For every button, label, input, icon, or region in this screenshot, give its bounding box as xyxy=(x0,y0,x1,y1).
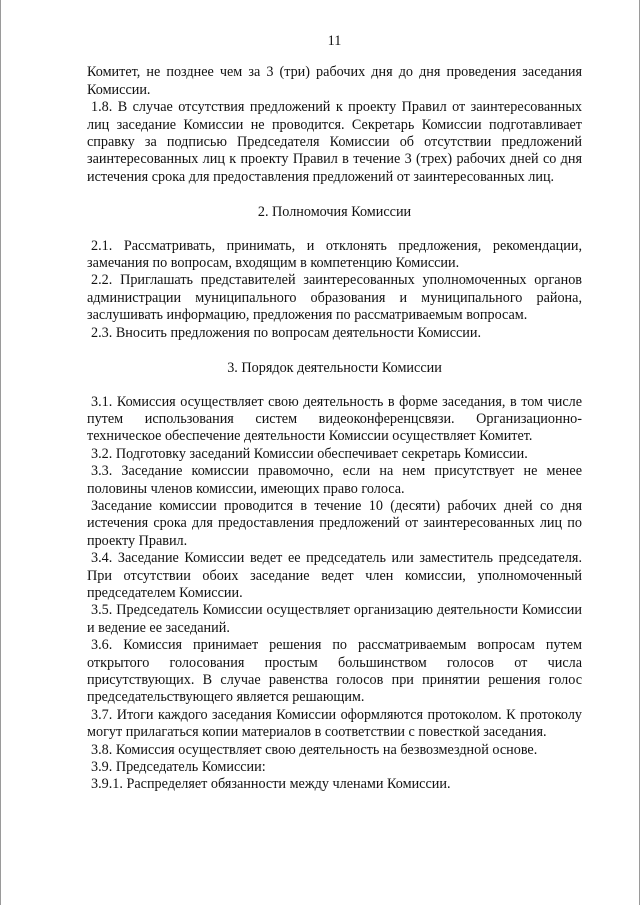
paragraph: 3.3. Заседание комиссии правомочно, если на нем присутствует не менее половины членов комиссии, имеющих право голоса. xyxy=(87,463,582,497)
paragraph: 3.6. Комиссия принимает решения по рассматриваемым вопросам путем открытого голосования простым большинством голосов от числа присутствующих. В случае равенства голосов при принятии решения голос председательствующего является решающим. xyxy=(87,637,582,706)
paragraph: 3.9. Председатель Комиссии: xyxy=(91,759,266,776)
paragraph: 3.7. Итоги каждого заседания Комиссии оформляются протоколом. К протоколу могут прилагаться копии материалов в соответствии с повесткой заседания. xyxy=(87,706,582,741)
paragraph: 2.3. Вносить предложения по вопросам деятельности Комиссии. xyxy=(91,324,482,341)
paragraph: 2.1. Рассматривать, принимать, и отклонять предложения, рекомендации, замечания по вопросам, входящим в компетенцию Комиссии. xyxy=(87,237,582,272)
paragraph: 3.5. Председатель Комиссии осуществляет организацию деятельности Комиссии и ведение ее заседаний. xyxy=(87,602,582,636)
paragraph: 3.8. Комиссия осуществляет свою деятельность на безвозмездной основе. xyxy=(91,741,538,758)
paragraph: 3.1. Комиссия осуществляет свою деятельность в форме заседания, в том числе путем использования систем видеоконференцсвязи. Организационно-техническое обеспечение деятельности Комиссии осуществляет Комитет. xyxy=(87,393,582,445)
paragraph: 3.4. Заседание Комиссии ведет ее председатель или заместитель председателя. При отсутствии обоих заседание ведет член комиссии, уполномоченный председателем Комиссии. xyxy=(87,550,582,601)
paragraph: Заседание комиссии проводится в течение 10 (десяти) рабочих дней со дня истечения срока для предоставления предложений от заинтересованных лиц по проекту Правил. xyxy=(87,497,582,549)
paragraph: 2.2. Приглашать представителей заинтересованных уполномоченных органов администрации муниципального образования и муниципального района, заслушивать информацию, предложения по рассматриваемым вопросам. xyxy=(87,272,582,324)
paragraph: 1.8. В случае отсутствия предложений к проекту Правил от заинтересованных лиц заседание Комиссии не проводится. Секретарь Комиссии подготавливает справку за подписью Председателя Комиссии об отсутствии предложений заинтересованных лиц к проекту Правил в течение 3 (трех) рабочих дней со дня истечения срока для предоставления предложений от заинтересованных лиц. xyxy=(87,99,582,185)
paragraph: 3.2. Подготовку заседаний Комиссии обеспечивает секретарь Комиссии. xyxy=(91,445,528,462)
page-number: 11 xyxy=(327,33,342,49)
document-page xyxy=(87,33,582,794)
section-heading: 2. Полномочия Комиссии xyxy=(257,204,412,221)
paragraph: 3.9.1. Распределяет обязанности между членами Комиссии. xyxy=(91,776,451,793)
section-heading: 3. Порядок деятельности Комиссии xyxy=(227,360,442,377)
paragraph: Комитет, не позднее чем за 3 (три) рабочих дня до дня проведения заседания Комиссии. xyxy=(87,64,582,98)
